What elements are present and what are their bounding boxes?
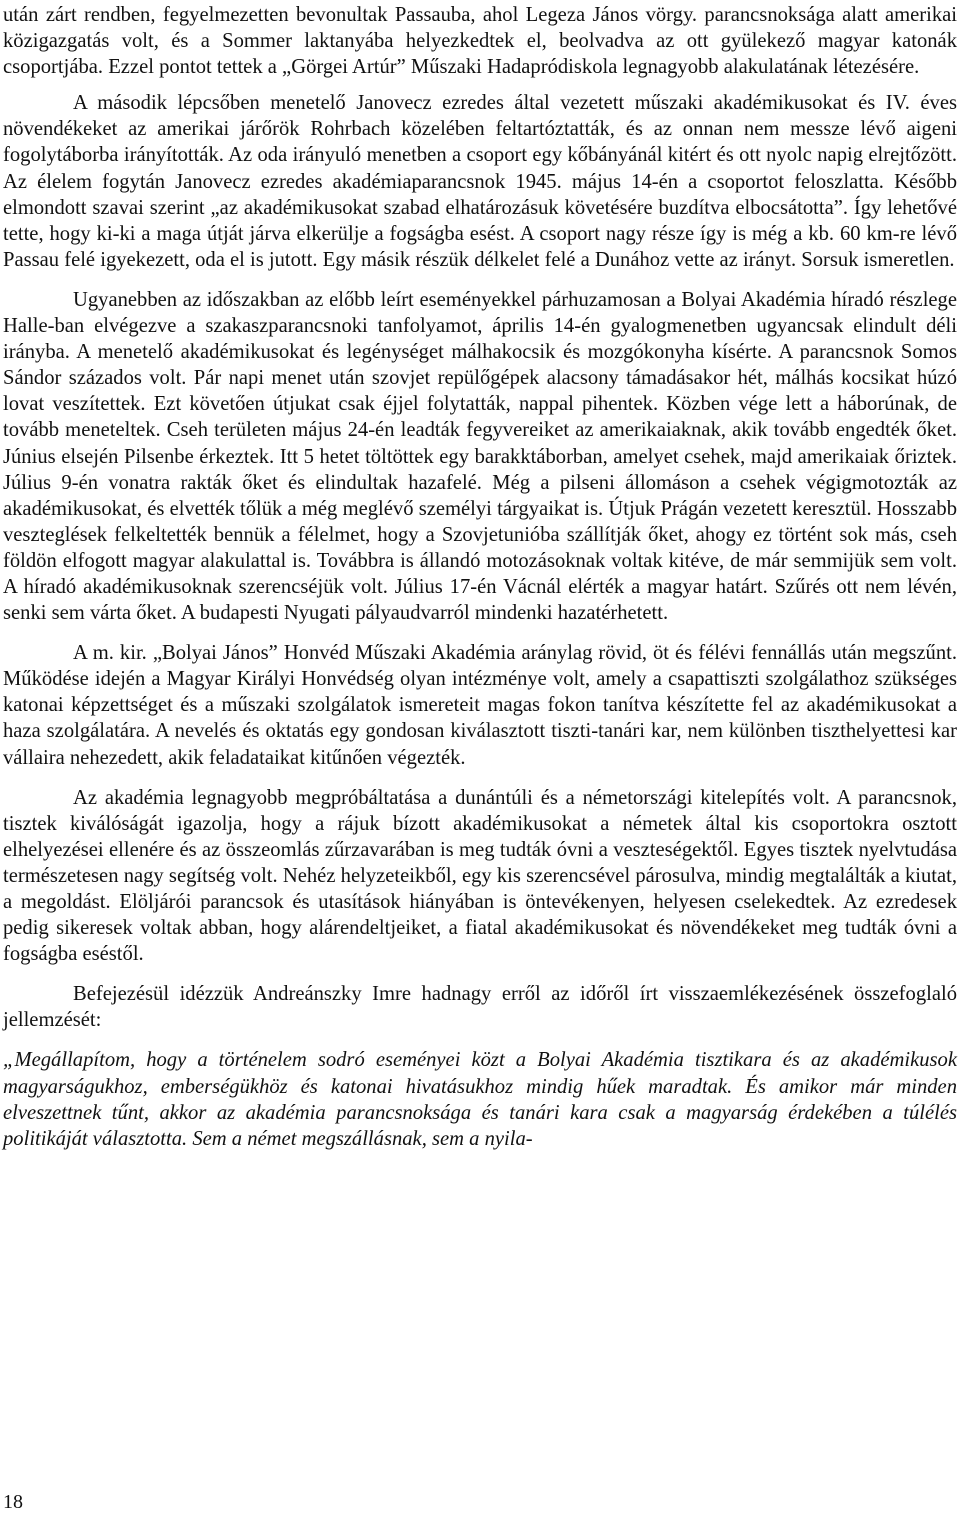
text-body: [3, 2, 957, 1152]
paragraph-academy-summary: A m. kir. „Bolyai János” Honvéd Műszaki Akadémia aránylag rövid, öt és félévi fennállás után megszűnt. Működése idején a Magyar Királyi Honvédség olyan intézménye volt, amely a csapattiszti szolgálathoz szükséges katonai képzettséget és a műszaki szolgálatok ismereteit magas fokon tanítva készítette fel az akadémikusokat a haza szolgálatára. A nevelés és oktatás egy gondosan kiválasztott tiszti-tanári kar, nem különben tiszthelyettesi kar vállaira nehezedett, akik feladataikat kitűnően végezték.: [3, 642, 957, 769]
paragraph-relocation-trial: Az akadémia legnagyobb megpróbáltatása a dunántúli és a németországi kitelepítés volt. A parancsnok, tisztek kiválóságát igazolja, hogy a rájuk bízott akadémikusokat a németek által kis csoportokra osztott elhelyezései ellenére és az összeomlás zűrzavarában is meg tudták óvni a veszteségektől. Egyes tisztek nyelvtudása természetesen nagy segítség volt. Nehéz helyzeteikből, egy kis szerencsével párosulva, mindig megtalálták a kiutat, a megoldást. Elöljárói parancsok és utasítások hiányában is öntevékenyen, helyesen cselekedtek. Az ezredesek pedig sikeresek voltak abban, hogy alárendeltjeiket, a fiatal akadémikusokat és növendékeket meg tudták óvni a fogságba eséstől.: [3, 786, 957, 966]
paragraph-passau-arrival: után zárt rendben, fegyelmezetten bevonultak Passauba, ahol Legeza János vörgy. parancsnoksága alatt amerikai közigazgatás volt, és a Sommer laktanyába helyezkedtek el, beolvadva az ott gyülekező magyar katonák csoportjába. Ezzel pontot tettek a „Görgei Artúr” Műszaki Hadapródiskola legnagyobb alakulatának létezésére.: [3, 4, 957, 79]
paragraph-janovecz-group: A második lépcsőben menetelő Janovecz ezredes által vezetett műszaki akadémikusokat és IV. éves növendékeket az amerikai járőrök Rohrbach közelében feltartóztatták, és az onnan nem messze lévő aigeni fogolytáborba irányították. Az oda irányuló menetben a csoport egy kőbányánál kitért és ott nyolc napig elrejtőzött. Az élelem fogytán Janovecz ezredes akadémiaparancsnok 1945. május 14-én a csoportot feloszlatta. Később elmondott szavai szerint „az akadémikusokat szabad elhatározásuk követésére buzdítva elbocsátotta”. Így lehetővé tette, hogy ki-ki a maga útját járva elkerülje a fogságba esést. A csoport nagy része így is még a kb. 60 km-re lévő Passau felé igyekezett, oda el is jutott. Egy másik részük délkelet felé a Dunához vette az irányt. Sorsuk ismeretlen.: [3, 92, 957, 271]
paragraph-quote-intro: Befejezésül idézzük Andreánszky Imre hadnagy erről az időről írt visszaemlékezésének összefoglaló jellemzését:: [3, 983, 957, 1032]
page-number: 18: [3, 1491, 23, 1513]
paragraph-signal-unit: Ugyanebben az időszakban az előbb leírt eseményekkel párhuzamosan a Bolyai Akadémia híradó részlege Halle-ban elvégezve a szakaszparancsnoki tanfolyamot, április 14-én gyalogmenetben ugyancsak elindult déli irányba. A menetelő akadémikusokat és legénységet málhakocsik és mozgókonyha kísérte. A parancsnok Somos Sándor százados volt. Pár napi menet után szovjet repülőgépek alacsony támadásakor hét, málhás kocsikat húzó lovat veszítettek. Ezt követően útjukat csak éjjel folytatták, nappal pihentek. Közben vége lett a háborúnak, de tovább meneteltek. Cseh területen május 24-én leadták fegyvereiket az amerikaiaknak, akik tovább engedték őket. Június elsején Pilsenbe érkeztek. Itt 5 hetet töltöttek egy barakktáborban, amelyet csehek, majd amerikaiak őriztek. Július 9-én vonatra rakták őket és elindultak hazafelé. Még a pilseni állomáson a csehek végigmotozták az akadémikusokat, és elvették tőlük a még meglévő személyi tárgyaikat is. Útjuk Prágán vezetett keresztül. Hosszabb veszteglések felkeltették bennük a félelmet, hogy a Szovjetunióba szállítják őket, ahogy ez történt sok más, cseh földön elfogott magyar alakulattal is. Továbbra is állandó motozásoknak voltak kitéve, de már semmijük sem volt. A híradó akadémikusoknak szerencséjük volt. Július 17-én Vácnál elérték a magyar határt. Szűrés ott nem lévén, senki sem várta őket. A budapesti Nyugati pályaudvarról mindenki hazatérhetett.: [3, 288, 957, 625]
paragraph-quote: „Megállapítom, hogy a történelem sodró eseményei közt a Bolyai Akadémia tisztikara és az akadémikusok magyarságukhoz, emberségükhöz és katonai hivatásukhoz mindig hűek maradtak. És amikor már minden elveszettnek tűnt, akkor az akadémia parancsnoksága és tanári kara csak a magyarság érdekében a túlélés politikáját választotta. Sem a német megszállásnak, sem a nyila-: [3, 1049, 957, 1150]
